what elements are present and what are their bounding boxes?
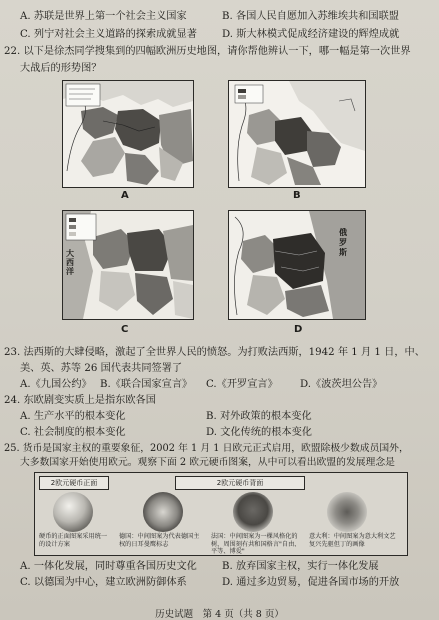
map-c-drawing: [63, 211, 193, 319]
coin-caption-france: 法国：中间图案为一棵风格化的树，周围刻有共和国格言"自由、平等、博爱": [211, 533, 301, 555]
map-d-russia-label: 俄罗斯: [339, 227, 347, 257]
map-b: [228, 80, 366, 188]
q22-stem-line2: 大战后的形势图？: [20, 63, 102, 74]
q22-stem-line1: 22. 以下是徐杰同学搜集到的四幅欧洲历史地图，请你帮他辨认一下，哪一幅是第一次世界: [4, 46, 411, 57]
q25-option-b: B. 放弃国家主权，实行一体化发展: [222, 561, 379, 572]
q23-stem-line2: 美、英、苏等 26 国代表共同签署了: [20, 363, 183, 374]
coin-back-heading: 2欧元硬币背面: [175, 476, 305, 490]
q25-stem-line2: 大多数国家开始使用欧元。观察下面 2 欧元硬币图案，从中可以看出欧盟的发展理念是: [20, 457, 395, 468]
q21-option-a: A. 苏联是世界上第一个社会主义国家: [20, 11, 187, 22]
q24-option-b: B. 对外政策的根本变化: [206, 411, 312, 422]
q24-stem: 24. 东欧剧变实质上是指东欧各国: [4, 395, 156, 406]
map-a-drawing: [63, 81, 193, 187]
map-b-drawing: [229, 81, 365, 187]
map-c-label: C: [121, 324, 129, 335]
q21-option-d: D. 斯大林模式促成经济建设的辉煌成就: [222, 29, 400, 40]
page-footer: 历史试题 第 4 页（共 8 页）: [155, 609, 284, 620]
q25-option-c: C. 以德国为中心，建立欧洲防御体系: [20, 577, 187, 588]
q23-stem-line1: 23. 法西斯的大肆侵略，激起了全世界人民的愤怒。为打败法西斯，1942 年 1 月 1 日，中、: [4, 347, 425, 358]
coin-caption-front: 硬币的正面图案采用统一的设计方案: [39, 533, 108, 548]
map-c-atlantic-label: 大西洋: [66, 248, 74, 276]
q21-option-c: C. 列宁对社会主义道路的探索成就显著: [20, 29, 197, 40]
euro-coin-figure: [34, 472, 408, 556]
map-c: [62, 210, 194, 320]
q21-option-b: B. 各国人民自愿加入苏维埃共和国联盟: [222, 11, 399, 22]
map-a-label: A: [121, 190, 129, 201]
map-d-label: D: [294, 324, 303, 335]
german-eagle-coin-icon: [143, 492, 183, 532]
map-b-label: B: [293, 190, 301, 201]
q23-option-d: D.《波茨坦公告》: [300, 379, 383, 390]
q25-option-a: A. 一体化发展，同时尊重各国历史文化: [20, 561, 197, 572]
q25-stem-line1: 25. 货币是国家主权的重要象征，2002 年 1 月 1 日欧元正式启用，欧盟除极少数成员国外，: [4, 443, 409, 454]
q23-option-a: A.《九国公约》: [20, 379, 92, 390]
french-tree-coin-icon: [233, 492, 273, 532]
q25-option-d: D. 通过多边贸易，促进各国市场的开放: [222, 577, 400, 588]
coin-caption-germany: 德国：中间图案为代表德国主权的日耳曼鹰标志: [119, 533, 200, 548]
q23-option-c: C.《开罗宣言》: [206, 379, 278, 390]
map-d: [228, 210, 366, 320]
coin-caption-italy: 意大利：中间图案为意大利文艺复兴先驱但丁的画像: [309, 533, 396, 548]
italian-dante-coin-icon: [327, 492, 367, 532]
euro-coin-front-icon: [53, 492, 93, 532]
map-a: [62, 80, 194, 188]
q24-option-d: D. 文化传统的根本变化: [206, 427, 312, 438]
q24-option-a: A. 生产水平的根本变化: [20, 411, 126, 422]
q23-option-b: B.《联合国家宣言》: [100, 379, 193, 390]
coin-front-heading: 2欧元硬币正面: [39, 476, 109, 490]
q24-option-c: C. 社会制度的根本变化: [20, 427, 126, 438]
